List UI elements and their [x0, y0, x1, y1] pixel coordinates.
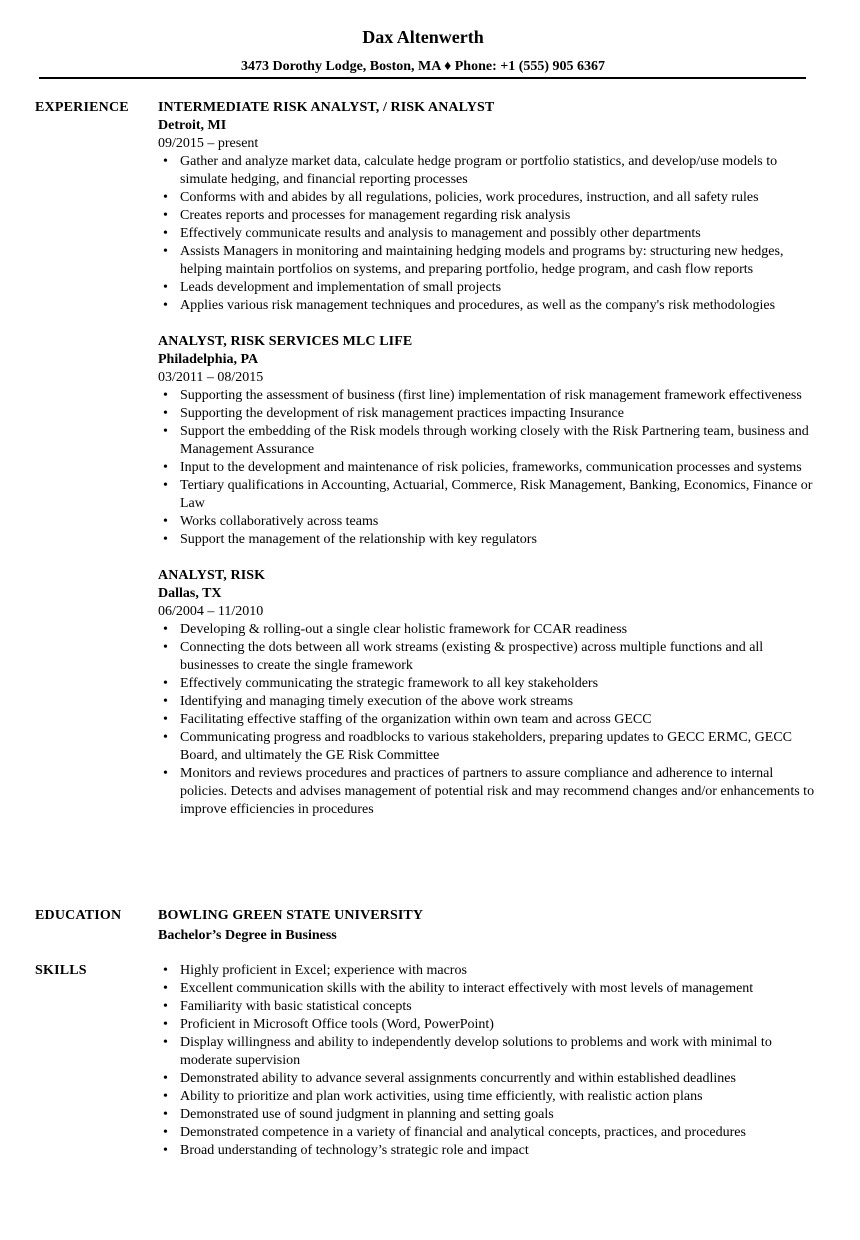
skill-item: • Familiarity with basic statistical concepts: [180, 998, 818, 1016]
job-bullet: • Assists Managers in monitoring and maintaining hedging models and programs by: structuring new hedges, helping maintain portfolios on systems, and preparing portfolio, hedge program, and cash flow reports: [180, 243, 818, 279]
skill-item: • Excellent communication skills with the ability to interact effectively with most levels of management: [180, 980, 818, 998]
job-location: Philadelphia, PA: [158, 352, 259, 367]
skill-item: • Display willingness and ability to independently develop solutions to problems and work with minimal to moderate supervision: [180, 1034, 818, 1070]
skill-item: • Highly proficient in Excel; experience with macros: [180, 962, 818, 980]
job-title: ANALYST, RISK: [158, 568, 266, 583]
job-bullet: • Supporting the assessment of business (first line) implementation of risk management framework effectiveness: [180, 387, 818, 405]
candidate-name: Dax Altenwerth: [362, 27, 484, 47]
job-bullet: • Effectively communicating the strategic framework to all key stakeholders: [180, 675, 818, 693]
job-dates: 09/2015 – present: [158, 136, 259, 151]
job-entry: [158, 333, 818, 549]
skill-item: • Broad understanding of technology’s strategic role and impact: [180, 1142, 818, 1160]
education-heading: EDUCATION: [35, 908, 122, 923]
job-bullet: • Input to the development and maintenance of risk policies, frameworks, communication processes and systems: [180, 459, 818, 477]
job-location: Detroit, MI: [158, 118, 227, 133]
job-entry: [158, 567, 818, 819]
job-bullet: • Creates reports and processes for management regarding risk analysis: [180, 207, 818, 225]
job-location: Dallas, TX: [158, 586, 222, 601]
job-bullet: • Connecting the dots between all work streams (existing & prospective) across multiple functions and all businesses to create the single framework: [180, 639, 818, 675]
skills-bullets: [158, 962, 818, 1160]
job-bullet: • Tertiary qualifications in Accounting, Actuarial, Commerce, Risk Management, Banking, Economics, Finance or Law: [180, 477, 818, 513]
job-bullet: • Support the embedding of the Risk models through working closely with the Risk Partnering team, business and Management Assurance: [180, 423, 818, 459]
school-name: BOWLING GREEN STATE UNIVERSITY: [158, 908, 424, 923]
job-bullet: • Conforms with and abides by all regulations, policies, work procedures, instruction, and all safety rules: [180, 189, 818, 207]
header-divider: [39, 77, 806, 79]
skills-heading: SKILLS: [35, 963, 87, 978]
job-dates: 06/2004 – 11/2010: [158, 604, 264, 619]
skill-item: • Demonstrated use of sound judgment in planning and setting goals: [180, 1106, 818, 1124]
job-bullet: • Facilitating effective staffing of the organization within own team and across GECC: [180, 711, 818, 729]
education-entry: [158, 907, 818, 945]
skill-item: • Demonstrated competence in a variety of financial and analytical concepts, practices, and procedures: [180, 1124, 818, 1142]
job-bullet: • Works collaboratively across teams: [180, 513, 818, 531]
skill-item: • Proficient in Microsoft Office tools (Word, PowerPoint): [180, 1016, 818, 1034]
job-bullet: • Leads development and implementation of small projects: [180, 279, 818, 297]
job-dates: 03/2011 – 08/2015: [158, 370, 264, 385]
degree-name: Bachelor’s Degree in Business: [158, 928, 337, 943]
job-bullet: • Effectively communicate results and analysis to management and possibly other departments: [180, 225, 818, 243]
job-bullets: [158, 621, 818, 819]
job-entry: [158, 99, 818, 315]
job-bullets: [158, 153, 818, 315]
job-bullets: [158, 387, 818, 549]
job-bullet: • Support the management of the relationship with key regulators: [180, 531, 818, 549]
job-bullet: • Monitors and reviews procedures and practices of partners to assure compliance and adherence to internal policies. Detects and advises management of potential risk and may recommend changes and/or enhancements to improve efficiencies in procedures: [180, 765, 818, 819]
job-bullet: • Supporting the development of risk management practices impacting Insurance: [180, 405, 818, 423]
job-title: ANALYST, RISK SERVICES MLC LIFE: [158, 334, 413, 349]
job-bullet: • Gather and analyze market data, calculate hedge program or portfolio statistics, and develop/use models to simulate hedging, and financial reporting processes: [180, 153, 818, 189]
job-bullet: • Applies various risk management techniques and procedures, as well as the company's risk methodologies: [180, 297, 818, 315]
skills-list: [158, 962, 818, 1160]
experience-list: [158, 99, 818, 837]
contact-line: 3473 Dorothy Lodge, Boston, MA ♦ Phone: +1 (555) 905 6367: [240, 59, 606, 74]
skill-item: • Ability to prioritize and plan work activities, using time efficiently, with realistic action plans: [180, 1088, 818, 1106]
skill-item: • Demonstrated ability to advance several assignments concurrently and within established deadlines: [180, 1070, 818, 1088]
job-bullet: • Developing & rolling-out a single clear holistic framework for CCAR readiness: [180, 621, 818, 639]
job-bullet: • Communicating progress and roadblocks to various stakeholders, preparing updates to GECC ERMC, GECC Board, and ultimately the GE Risk Committee: [180, 729, 818, 765]
job-bullet: • Identifying and managing timely execution of the above work streams: [180, 693, 818, 711]
job-title: INTERMEDIATE RISK ANALYST, / RISK ANALYST: [158, 100, 495, 115]
experience-heading: EXPERIENCE: [35, 100, 129, 115]
